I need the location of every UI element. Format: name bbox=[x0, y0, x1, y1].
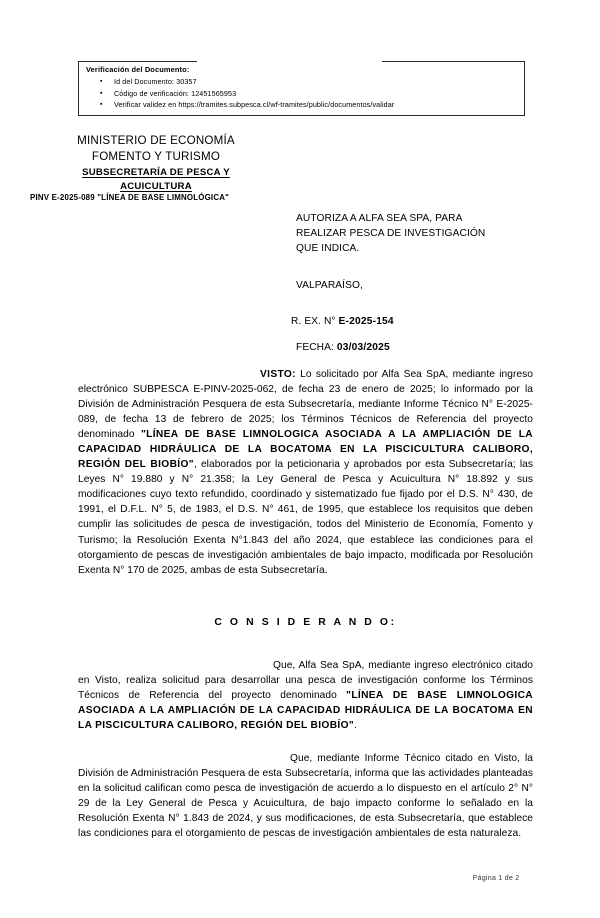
considerando-1-project-title: "LÍNEA DE BASE LIMNOLOGICA ASOCIADA A LA AMPLIACIÓN DE LA CAPACIDAD HIDRÁULICA DE LA BOCATOMA EN LA PISCICULTURA CALIBORO, REGIÓN DEL BIOBÍO" bbox=[78, 690, 533, 732]
considerando-heading: C O N S I D E R A N D O: bbox=[214, 617, 397, 628]
verification-list bbox=[100, 76, 394, 111]
verification-item-text: Verificar validez en https://tramites.subpesca.cl/wf-tramites/public/documentos/validar bbox=[114, 100, 395, 110]
bullet-icon: ▪ bbox=[100, 78, 103, 85]
considerando-paragraph-1 bbox=[78, 658, 533, 733]
document-verification-box bbox=[78, 61, 525, 116]
visto-paragraph bbox=[78, 367, 533, 578]
subsecretaria-line-2: ACUICULTURA bbox=[120, 180, 192, 192]
visto-label: VISTO: bbox=[260, 369, 296, 380]
document-subject-line-3: QUE INDICA. bbox=[296, 243, 360, 254]
date-line bbox=[296, 342, 390, 353]
bullet-icon: ▪ bbox=[100, 101, 103, 109]
considerando-1-text-part-2: . bbox=[354, 720, 357, 732]
verification-item-text: Código de verificación: 12451565953 bbox=[114, 88, 237, 98]
resolution-line bbox=[291, 316, 394, 327]
ministry-heading bbox=[36, 133, 276, 164]
date-value: 03/03/2025 bbox=[336, 342, 390, 353]
verification-title: Verificación del Documento: bbox=[86, 65, 190, 74]
visto-text-part-2: , elaborados por la peticionaria y aprobados por esta Subsecretaría; las Leyes N° 19.880 y N° 21.358; la Ley General de Pesca y Acuicultura N° 18.892 y sus modificaciones cuyo texto refundido, coordinado y sistematizado fue fijado por el D.S. N° 430, de 1991, el D.F.L. N° 5, de 1983, el D.S. N° 461, de 1995, que establece los requisitos que deben cumplir las solicitudes de pesca de investigación, todos del Ministerio de Economía, Fomento y Turismo; la Resolución Exenta N°1.843 del año 2024, que establece las condiciones para el otorgamiento de pescas de investigación ambientales de bajo impacto, modificada por Resolución Exenta N° 170 de 2025, ambas de esta Subsecretaría. bbox=[78, 459, 533, 576]
document-subject-line-1: AUTORIZA A ALFA SEA SPA, PARA bbox=[296, 213, 463, 224]
document-subject bbox=[296, 211, 534, 256]
resolution-label: R. EX. N° bbox=[291, 316, 336, 327]
issue-place: VALPARAÍSO, bbox=[296, 280, 363, 291]
subsecretaria-heading bbox=[36, 166, 276, 193]
verification-item-text: Id del Documento: 30357 bbox=[114, 77, 197, 86]
verification-item-code bbox=[100, 88, 394, 100]
verification-item-url bbox=[100, 99, 394, 111]
considerando-1-text-part-1: Que, Alfa Sea SpA, mediante ingreso electrónico citado en Visto, realiza solicitud para desarrollar una pesca de investigación conforme los Términos Técnicos de Referencia del proyecto denominado bbox=[78, 660, 533, 702]
ministry-line-1: MINISTERIO DE ECONOMÍA bbox=[77, 134, 235, 147]
visto-text-part-1: Lo solicitado por Alfa Sea SpA, mediante ingreso electrónico SUBPESCA E-PINV-2025-062, de fecha 23 de enero de 2025; lo informado por la División de Administración Pesquera de esta Subsecretaría, mediante Informe Técnico N° E-2025-089, de fecha 13 de febrero de 2025; los Términos Técnicos de Referencia del proyecto denominado bbox=[78, 369, 533, 441]
ministry-line-2: FOMENTO Y TURISMO bbox=[91, 149, 221, 163]
verification-item-document-id bbox=[100, 76, 394, 88]
document-subject-line-2: REALIZAR PESCA DE INVESTIGACIÓN bbox=[296, 228, 486, 239]
visto-project-title: "LÍNEA DE BASE LIMNOLOGICA ASOCIADA A LA AMPLIACIÓN DE LA CAPACIDAD HIDRÁULICA DE LA BOCATOMA EN LA PISCICULTURA CALIBORO, REGIÓN DEL BIOBÍO" bbox=[78, 429, 533, 471]
bullet-icon: ▪ bbox=[100, 89, 103, 97]
considerando-2-text: Que, mediante Informe Técnico citado en Visto, la División de Administración Pesquera de esta Subsecretaría, informa que las actividades planteadas en la solicitud califican como pesca de investigación de acuerdo a lo dispuesto en el artículo 2° N° 29 de la Ley General de Pesca y Acuicultura, de bajo impacto conforme lo señalado en la Resolución Exenta N° 1.843 de 2024, y sus modificaciones, de esta Subsecretaría, que establece las condiciones para el otorgamiento de pescas de investigación ambientales de esta naturaleza. bbox=[78, 753, 533, 840]
pinv-reference: PINV E-2025-089 "LÍNEA DE BASE LIMNOLÓGICA" bbox=[30, 193, 230, 202]
page-footer: Página 1 de 2 bbox=[472, 873, 520, 882]
considerando-paragraph-2 bbox=[78, 751, 533, 841]
date-label: FECHA: bbox=[296, 342, 334, 353]
subsecretaria-line-1: SUBSECRETARÍA DE PESCA Y bbox=[82, 167, 230, 178]
resolution-number: E-2025-154 bbox=[338, 316, 394, 327]
